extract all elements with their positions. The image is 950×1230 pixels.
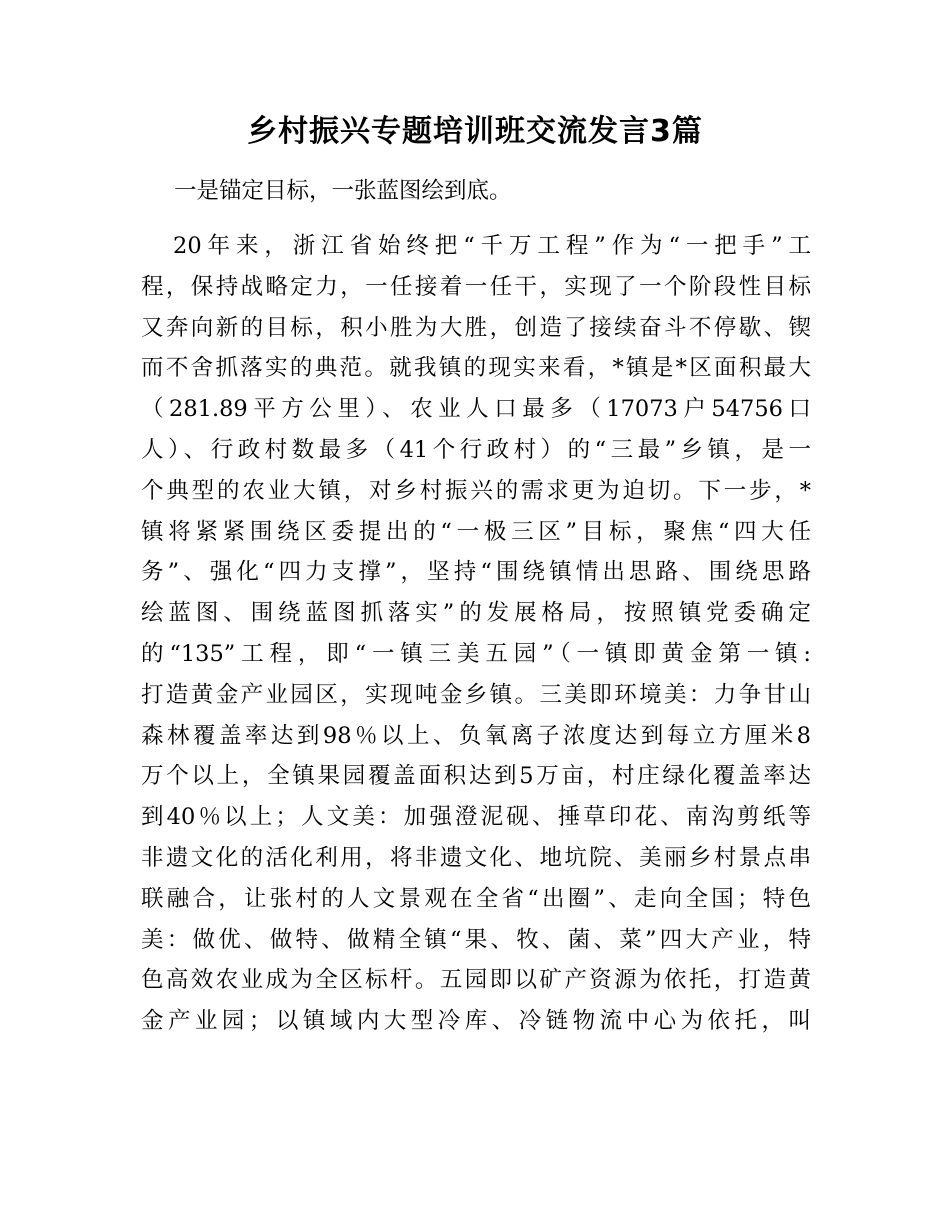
paragraph-line: 非遗文化的活化利用，将非遗文化、地坑院、美丽乡村景点串 bbox=[141, 844, 811, 871]
paragraph-line: 金产业园；以镇域内大型冷库、冷链物流中心为依托，叫 bbox=[141, 1008, 811, 1035]
paragraph-line: 20年来，浙江省始终把“千万工程”作为“一把手”工 bbox=[173, 233, 811, 259]
document-title: 乡村振兴专题培训班交流发言3篇 bbox=[247, 114, 703, 149]
paragraph-line: 万个以上，全镇果园覆盖面积达到5万亩，村庄绿化覆盖率达 bbox=[141, 763, 811, 790]
paragraph-line: 美：做优、做特、做精全镇“果、牧、菌、菜”四大产业，特 bbox=[141, 926, 811, 953]
paragraph-line: （281.89平方公里）、农业人口最多（17073户54756口 bbox=[141, 396, 811, 423]
paragraph-line: 务”、强化“四力支撑”，坚持“围绕镇情出思路、围绕思路 bbox=[141, 559, 811, 586]
paragraph-line: 而不舍抓落实的典范。就我镇的现实来看，*镇是*区面积最大 bbox=[141, 355, 811, 382]
paragraph-line: 联融合，让张村的人文景观在全省“出圈”、走向全国；特色 bbox=[141, 885, 811, 912]
paragraph-line: 打造黄金产业园区，实现吨金乡镇。三美即环境美：力争甘山 bbox=[141, 681, 811, 708]
paragraph-line: 到40％以上；人文美：加强澄泥砚、捶草印花、南沟剪纸等 bbox=[141, 804, 811, 831]
paragraph-line: 程，保持战略定力，一任接着一任干，实现了一个阶段性目标 bbox=[141, 273, 811, 300]
paragraph-line: 人）、行政村数最多（41个行政村）的“三最”乡镇，是一 bbox=[141, 436, 811, 463]
body-paragraph bbox=[141, 226, 811, 1042]
paragraph-line: 色高效农业成为全区标杆。五园即以矿产资源为依托，打造黄 bbox=[141, 967, 811, 994]
paragraph-line: 镇将紧紧围绕区委提出的“一极三区”目标，聚焦“四大任 bbox=[141, 518, 811, 545]
section-heading: 一是锚定目标，一张蓝图绘到底。 bbox=[174, 178, 512, 204]
paragraph-line: 又奔向新的目标，积小胜为大胜，创造了接续奋斗不停歇、锲 bbox=[141, 314, 811, 341]
paragraph-line: 森林覆盖率达到98％以上、负氧离子浓度达到每立方厘米8 bbox=[141, 722, 811, 749]
paragraph-line: 个典型的农业大镇，对乡村振兴的需求更为迫切。下一步，* bbox=[141, 477, 811, 504]
paragraph-line: 绘蓝图、围绕蓝图抓落实”的发展格局，按照镇党委确定 bbox=[141, 600, 811, 627]
paragraph-line: 的“135”工程，即“一镇三美五园”（一镇即黄金第一镇: bbox=[141, 640, 811, 667]
